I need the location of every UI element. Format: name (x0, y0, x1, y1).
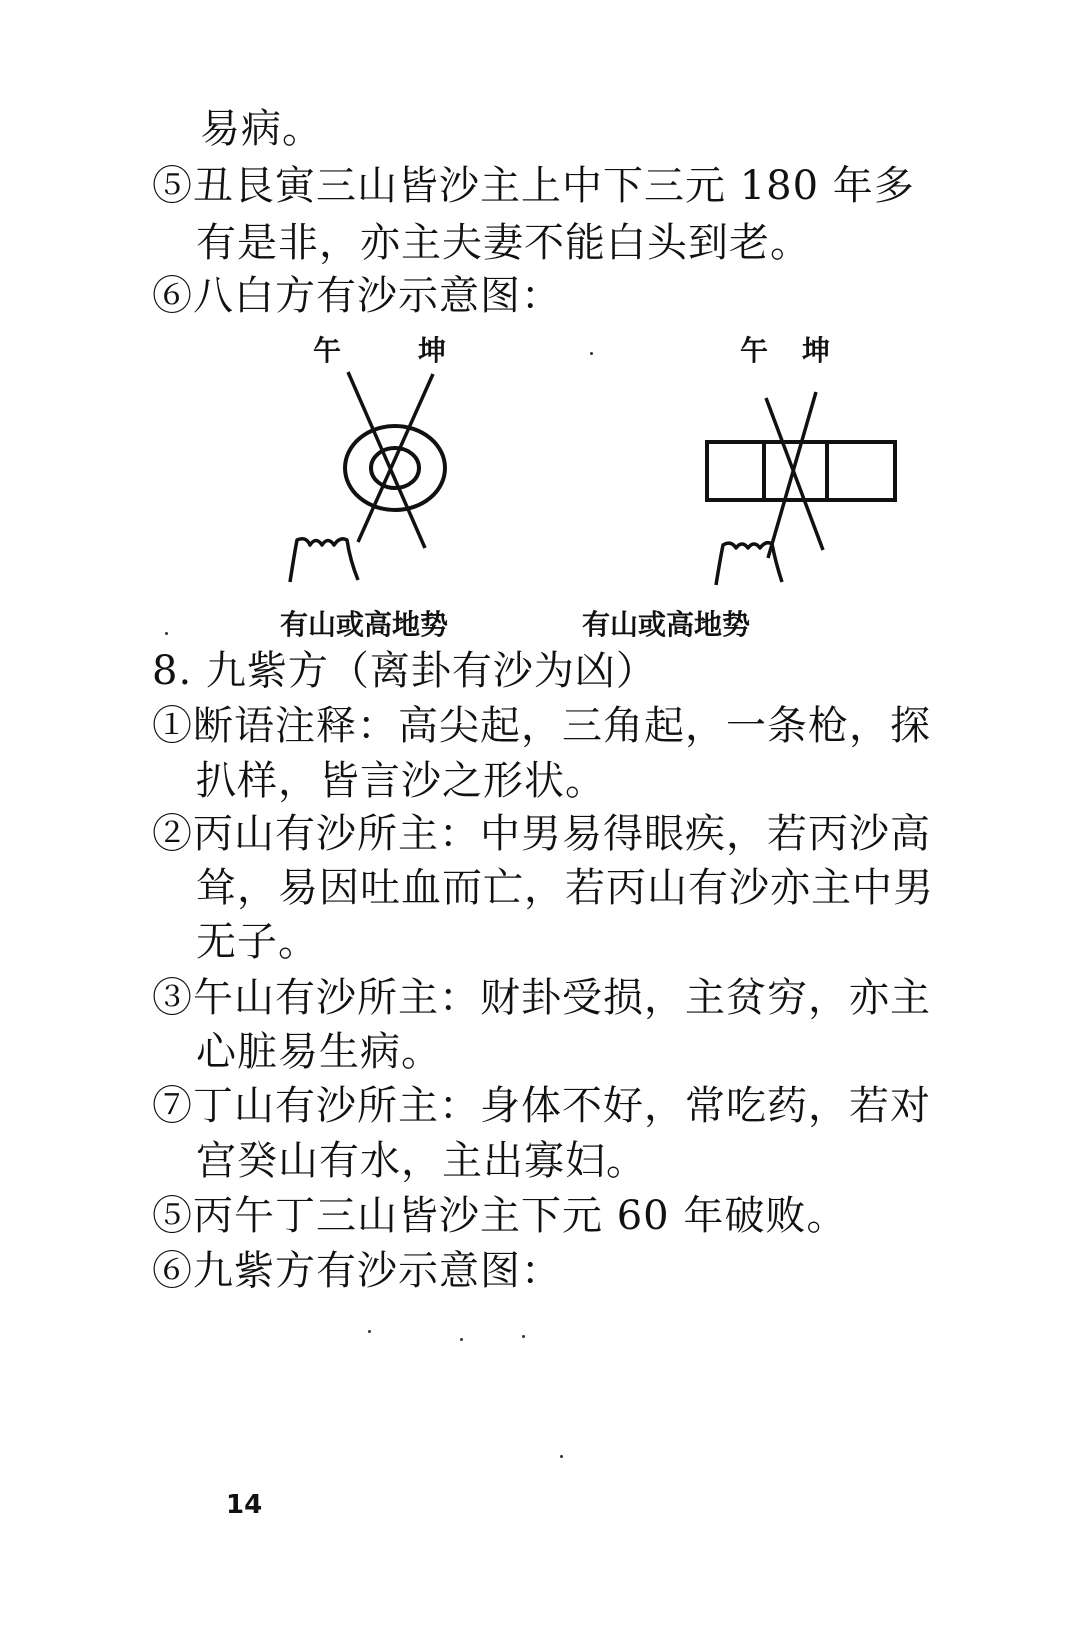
text-line: ⑤丑艮寅三山皆沙主上中下三元 180 年多 (152, 163, 915, 209)
label-wu: 午 (740, 334, 769, 367)
label-wu: 午 (313, 334, 342, 367)
text-line: ⑥八白方有沙示意图： (152, 273, 562, 319)
scan-speck (522, 1335, 525, 1338)
text-line: 扒样，皆言沙之形状。 (196, 758, 606, 804)
diagram-caption: 有山或高地势 (582, 608, 751, 641)
scan-speck (460, 1338, 463, 1341)
diagonal-line (358, 374, 433, 542)
scan-speck (590, 352, 593, 355)
diagram-right (690, 330, 950, 600)
label-kun: 坤 (802, 334, 831, 367)
text-line: ⑤丙午丁三山皆沙主下元 60 年破败。 (152, 1193, 848, 1239)
diagram-caption: 有山或高地势 (280, 608, 449, 641)
text-line: 心脏易生病。 (196, 1029, 442, 1075)
text-line: 宫癸山有水，主出寡妇。 (196, 1138, 647, 1184)
text-line: ①断语注释：高尖起，三角起，一条枪，探 (152, 703, 931, 749)
text-line: ②丙山有沙所主：中男易得眼疾，若丙沙高 (152, 811, 931, 857)
scan-speck (165, 632, 168, 635)
scan-speck (560, 1455, 563, 1458)
text-line: ③午山有沙所主：财卦受损，主贫穷，亦主 (152, 975, 931, 1021)
scan-speck (368, 1330, 371, 1333)
text-line: ⑥九紫方有沙示意图： (152, 1248, 562, 1294)
diagonal-line (766, 398, 823, 550)
page-number: 14 (226, 1490, 263, 1520)
diagonal-line (348, 372, 425, 548)
text-line: 有是非，亦主夫妻不能白头到老。 (196, 220, 811, 266)
mountain-icon (716, 543, 782, 585)
text-line: 耸，易因吐血而亡，若丙山有沙亦主中男 (196, 865, 934, 911)
text-line: 易病。 (200, 106, 323, 152)
diagonal-line (768, 392, 816, 558)
label-kun: 坤 (418, 334, 447, 367)
outer-ring (345, 426, 445, 510)
text-line: ⑦丁山有沙所主：身体不好，常吃药，若对 (152, 1083, 931, 1129)
diagram-left (250, 330, 550, 600)
section-heading: 8. 九紫方（离卦有沙为凶） (152, 648, 657, 694)
mountain-icon (290, 539, 358, 582)
text-line: 无子。 (196, 919, 319, 965)
